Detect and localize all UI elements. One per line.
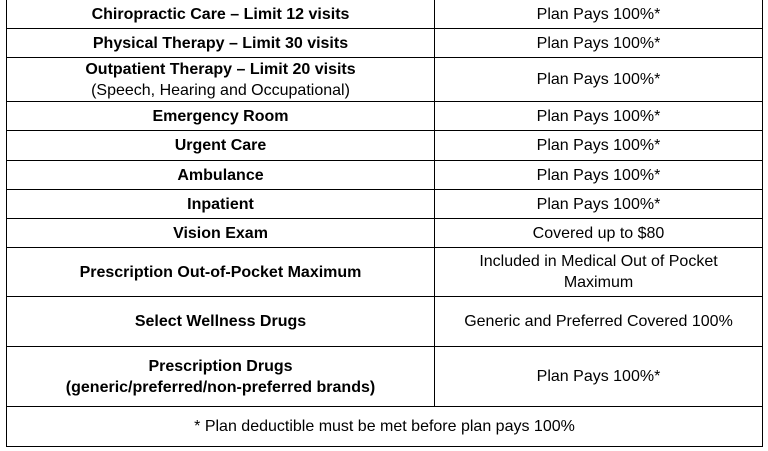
benefit-title: (generic/preferred/non-preferred brands) (65, 378, 376, 396)
coverage-cell: Plan Pays 100%* (435, 131, 763, 161)
coverage-cell: Plan Pays 100%* (435, 347, 763, 407)
benefit-cell: Emergency Room (7, 102, 435, 131)
benefit-title: Outpatient Therapy – Limit 20 visits (85, 60, 356, 78)
benefit-cell: Inpatient (7, 190, 435, 219)
table-row (7, 219, 763, 248)
table-row (7, 102, 763, 131)
coverage-line: Maximum (563, 274, 634, 291)
benefit-cell (7, 58, 435, 102)
benefit-cell: Urgent Care (7, 131, 435, 161)
benefit-cell: Physical Therapy – Limit 30 visits (7, 29, 435, 58)
coverage-cell: Plan Pays 100%* (435, 0, 763, 29)
benefit-cell: Vision Exam (7, 219, 435, 248)
benefits-table (6, 0, 763, 447)
benefit-cell: Prescription Out-of-Pocket Maximum (7, 248, 435, 297)
coverage-cell: Plan Pays 100%* (435, 190, 763, 219)
benefit-cell: Chiropractic Care – Limit 12 visits (7, 0, 435, 29)
benefit-cell (7, 347, 435, 407)
table-row (7, 161, 763, 190)
table-row (7, 29, 763, 58)
table-row (7, 58, 763, 102)
benefit-title: Prescription Drugs (148, 357, 293, 375)
table-row (7, 131, 763, 161)
benefit-cell: Select Wellness Drugs (7, 297, 435, 347)
coverage-cell: Plan Pays 100%* (435, 29, 763, 58)
coverage-line: Included in Medical Out of Pocket (479, 253, 718, 270)
benefit-note: (Speech, Hearing and Occupational) (91, 81, 350, 99)
coverage-cell: Covered up to $80 (435, 219, 763, 248)
table-row (7, 190, 763, 219)
coverage-cell: Plan Pays 100%* (435, 161, 763, 190)
coverage-cell: Plan Pays 100%* (435, 58, 763, 102)
coverage-cell: Plan Pays 100%* (435, 102, 763, 131)
footnote: * Plan deductible must be met before plan pays 100% (7, 407, 763, 447)
footnote-row (7, 407, 763, 447)
table-row (7, 0, 763, 29)
table-row (7, 297, 763, 347)
benefit-cell: Ambulance (7, 161, 435, 190)
coverage-cell (435, 248, 763, 297)
table-row (7, 347, 763, 407)
coverage-cell: Generic and Preferred Covered 100% (435, 297, 763, 347)
table-row (7, 248, 763, 297)
